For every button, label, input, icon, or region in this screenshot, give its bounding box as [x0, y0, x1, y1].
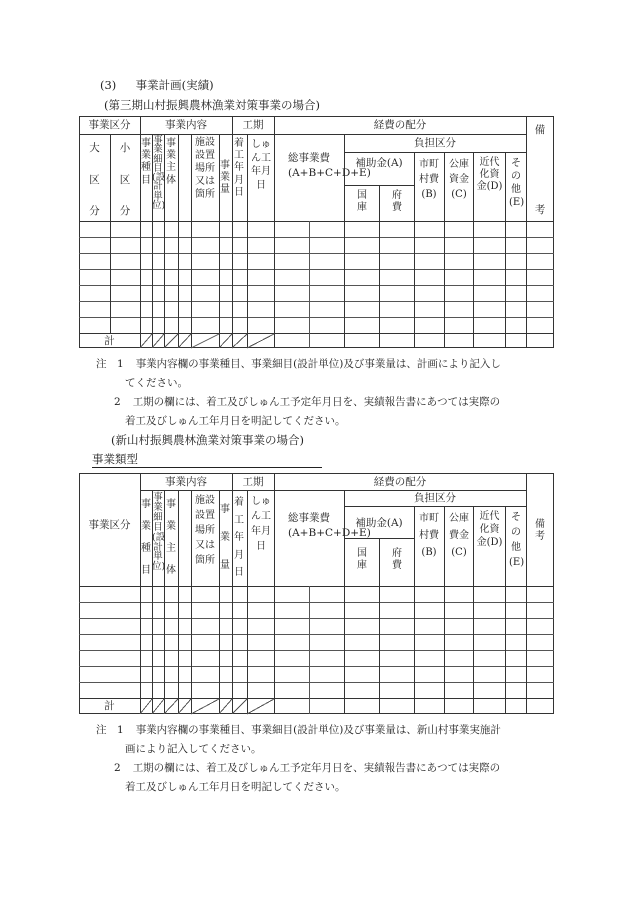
t1-note-2: 2 工期の欄には、着工及びしゅん工予定年月日を、実績報告書にあつては実際の — [114, 396, 501, 408]
t1-h-biko-1: 備 — [534, 124, 546, 136]
t1-h-fu: 府費 — [392, 190, 402, 214]
t1-total-label: 計 — [104, 335, 115, 347]
t2-note-2: 2 工期の欄には、着工及びしゅん工予定年月日を、実績報告書にあつては実際の — [114, 762, 501, 774]
t1-col-koko: 公庫資金(C) — [449, 159, 469, 200]
t2-col-basho: 施設設置場所又は箇所 — [195, 495, 215, 566]
t1-h-dai-1: 大 — [89, 142, 100, 154]
t1-col-kindaika: 近代化資金(D) — [476, 157, 503, 192]
t2-h-koki: 工期 — [242, 476, 264, 488]
t1-h-kuni: 国庫 — [357, 190, 367, 214]
t1-h-sho-1: 小 — [119, 142, 131, 154]
t1-h-formula: (A+B+C+D+E) — [288, 167, 371, 179]
t1-col-ryo: 事業量 — [220, 160, 230, 196]
t1-h-keihi: 経費の配分 — [373, 119, 427, 131]
t2-h-biko: 備考 — [535, 519, 545, 543]
t1-h-biko-2: 考 — [534, 204, 546, 216]
t1-col-saimoku: 事業細目(設計単位) — [152, 135, 166, 212]
t1-h-dai-3: 分 — [89, 205, 100, 217]
t1-col-chako: 着工年月日 — [234, 138, 244, 198]
t1-h-dai-2: 区 — [89, 174, 100, 186]
t1-h-hojo: 補助金(A) — [355, 157, 403, 169]
t2-col-shunko: しゅん工年月日 — [251, 496, 271, 552]
table2-caption: (新山村振興農林漁業対策事業の場合) — [111, 433, 304, 447]
t2-h-kuni: 国庫 — [357, 548, 367, 572]
t1-col-shubetsu: 事業種目 — [141, 138, 151, 186]
t2-h-hojo: 補助金(A) — [355, 517, 403, 529]
t1-col-shichoson: 市町村費(B) — [419, 159, 439, 200]
t2-total-label: 計 — [104, 700, 115, 712]
t1-note-1: 注 1 事業内容欄の事業種目、事業細目(設計単位)及び事業量は、計画により記入し — [96, 358, 501, 370]
t2-h-jigyo-naiyo: 事業内容 — [165, 476, 207, 488]
t1-h-sho-3: 分 — [119, 205, 131, 217]
t1-h-jigyo-naiyo: 事業内容 — [165, 119, 207, 131]
t2-note-1-cont: 画により記入してください。 — [125, 743, 262, 755]
t1-note-1-cont: てください。 — [125, 377, 188, 389]
t1-h-koki: 工期 — [242, 119, 264, 131]
table1-caption: (第三期山村振興農林漁業対策事業の場合) — [104, 98, 320, 112]
t1-h-jigyo-kubun: 事業区分 — [88, 119, 131, 131]
t2-note-2-cont: 着工及びしゅん工年月日を明記してください。 — [125, 781, 346, 793]
t2-h-fu: 府費 — [392, 548, 402, 572]
t1-h-sogaku: 総事業費 — [288, 152, 330, 164]
t2-note-1: 注 1 事業内容欄の事業種目、事業細目(設計単位)及び事業量は、新山村事業実施計 — [96, 724, 501, 736]
t2-col-saimoku: 事業細目(設計単位) — [152, 492, 166, 573]
t2-col-sonota: その他(E) — [509, 512, 525, 568]
t2-col-shutai: 事業主体 — [166, 499, 176, 576]
t2-col-shichoson: 市町村費(B) — [419, 513, 439, 558]
t2-h-sogaku: 総事業費 — [288, 512, 330, 524]
section-title: 事業計画(実績) — [135, 78, 214, 92]
t1-col-sonota: その他(E) — [509, 158, 525, 208]
section-number: (3) — [100, 78, 117, 92]
t1-col-basho: 施設設置場所又は箇所 — [195, 137, 215, 200]
t2-h-keihi: 経費の配分 — [373, 476, 427, 488]
t1-col-shutai: 事業主体 — [166, 138, 176, 186]
t2-col-shubetsu: 事業種目 — [141, 499, 151, 576]
t2-col-ryo: 事業量 — [220, 504, 230, 571]
t2-h-jigyo-kubun: 事業区分 — [88, 519, 131, 531]
t1-h-futan: 負担区分 — [414, 137, 456, 149]
jigyo-ruikei-label: 事業類型 — [92, 451, 322, 468]
t2-col-koko: 公庫費金(C) — [449, 513, 469, 558]
t2-col-chako: 着工年月日 — [234, 497, 244, 578]
t2-h-futan: 負担区分 — [414, 492, 456, 504]
t1-col-shunko: しゅん工年月日 — [251, 139, 271, 191]
t2-col-kindaika: 近代化資金(D) — [476, 511, 503, 548]
t2-h-formula: (A+B+C+D+E) — [288, 527, 371, 539]
t1-note-2-cont: 着工及びしゅん工年月日を明記してください。 — [125, 415, 346, 427]
t1-h-sho-2: 区 — [119, 174, 131, 186]
